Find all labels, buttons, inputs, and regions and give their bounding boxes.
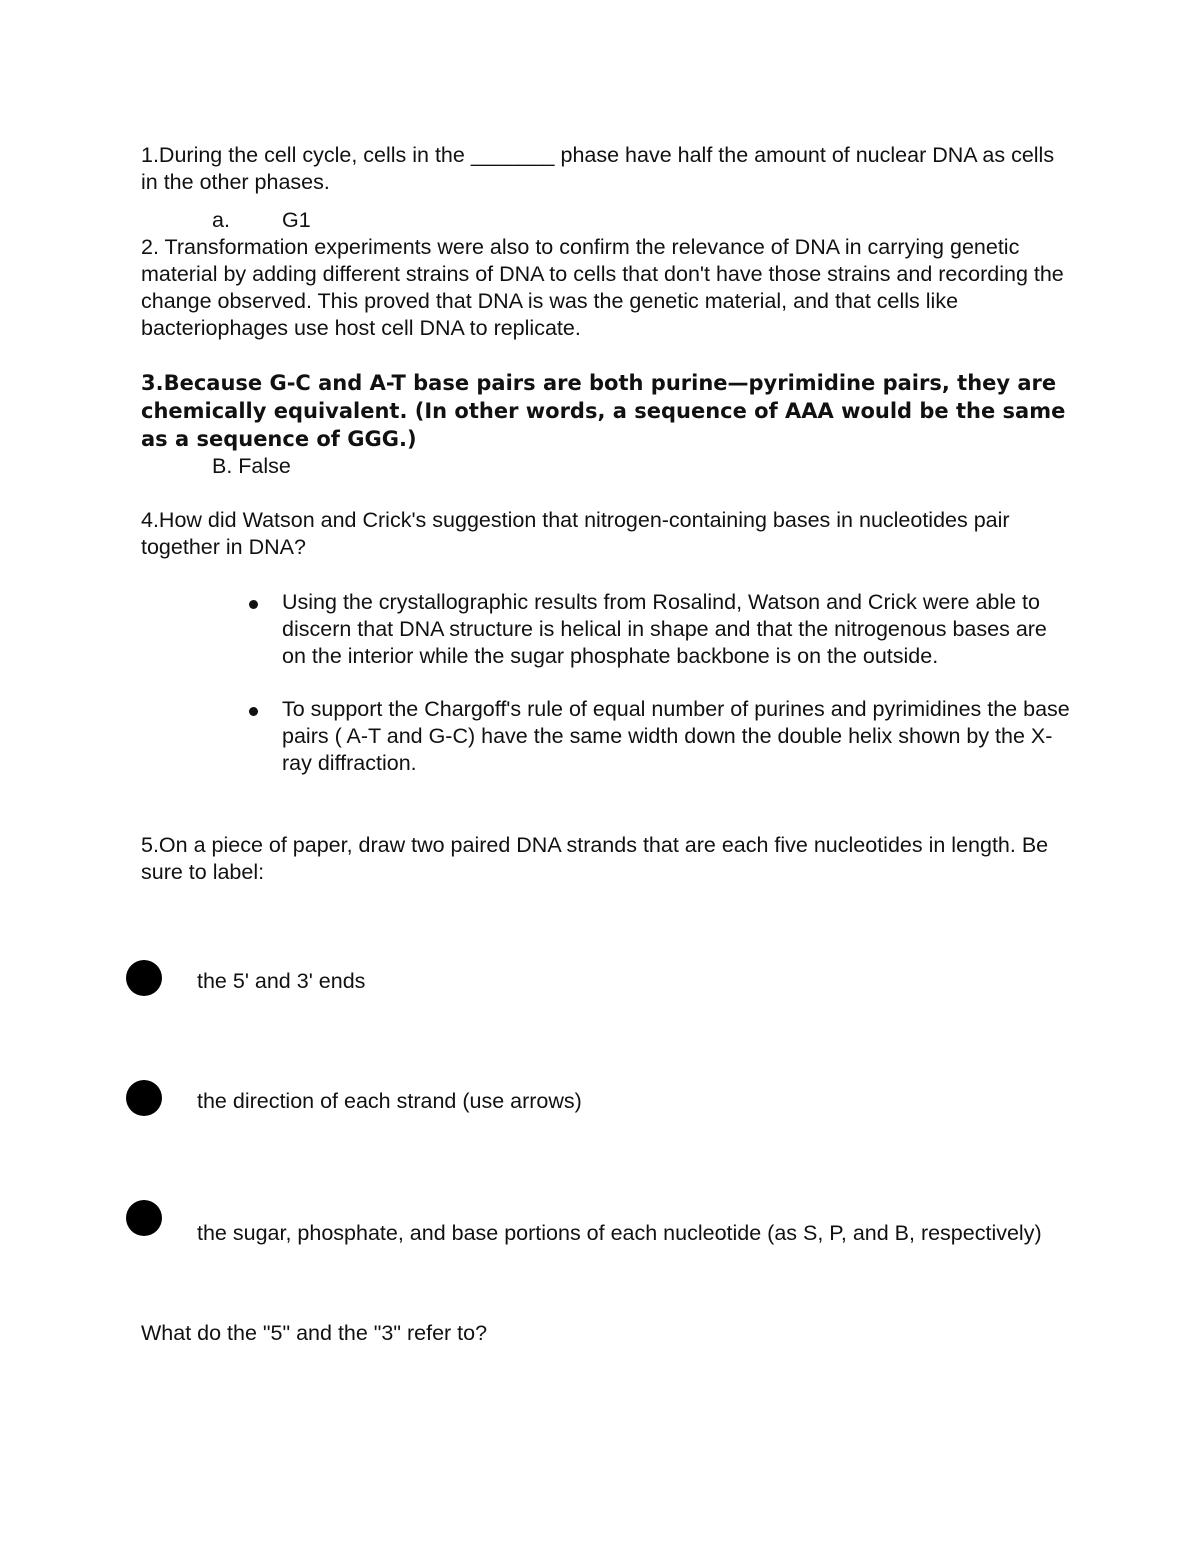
large-bullet-dot [126,960,162,996]
question-2-text: 2. Transformation experiments were also to confirm the relevance of DNA in carrying genetic material by adding different strains of DNA to cells that don't have those strains and recording the change observed. This proved that DNA is was the genetic material, and that cells like bacteriophages use host cell DNA to replicate. [141,235,1064,340]
bullet-text: To support the Chargoff's rule of equal number of purines and pyrimidines the base pairs ( A-T and G-C) have the same width down the double helix shown by the X-ray diffraction. [282,697,1070,775]
question-1-text: 1.During the cell cycle, cells in the _______ phase have half the amount of nuclear DNA as cells in the other phases. [141,143,1055,194]
answer-letter: a. [212,208,230,232]
large-bullet-dot [126,1200,162,1236]
answer-text: G1 [282,208,311,232]
bullet-text: Using the crystallographic results from Rosalind, Watson and Crick were able to discern that DNA structure is helical in shape and that the nitrogenous bases are on the interior while the sugar phosphate backbone is on the outside. [282,590,1047,668]
question-4-text: 4.How did Watson and Crick's suggestion that nitrogen-containing bases in nucleotides pair together in DNA? [141,508,1010,559]
label-item: the sugar, phosphate, and base portions of each nucleotide (as S, P, and B, respectively) [197,1221,1042,1245]
closing-question: What do the "5" and the "3" refer to? [141,1321,488,1345]
label-item: the 5' and 3' ends [197,969,366,993]
bullet-dot [249,707,258,716]
question-3-answer: B. False [212,454,291,478]
question-3-text: 3.Because G-C and A-T base pairs are both purine—pyrimidine pairs, they are chemically equivalent. (In other words, a sequence of AAA would be the same as a sequence of GGG.) [141,371,1066,451]
label-item: the direction of each strand (use arrows) [197,1089,582,1113]
bullet-dot [249,600,258,609]
large-bullet-dot [126,1080,162,1116]
question-4-bullet [282,696,1072,777]
question-5-text: 5.On a piece of paper, draw two paired DNA strands that are each five nucleotides in length. Be sure to label: [141,833,1049,884]
question-1-answer [212,207,311,234]
question-4-bullet [282,589,1072,670]
